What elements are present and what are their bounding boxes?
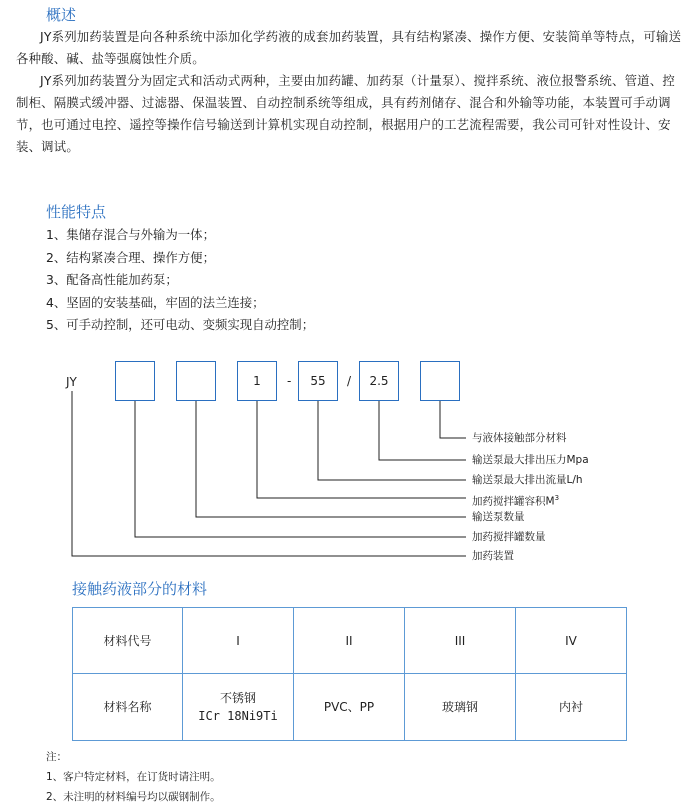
table-cell: 材料名称 [73, 674, 183, 741]
table-cell: 材料代号 [73, 608, 183, 674]
table-cell [183, 674, 294, 741]
table-cell: 内衬 [516, 674, 627, 741]
annotation-flow: 输送泵最大排出流量L/h [472, 474, 583, 486]
note-item-1: 1、客户特定材料，在订货时请注明。 [46, 771, 221, 783]
table-row [73, 608, 627, 674]
table-cell: PVC、PP [294, 674, 405, 741]
note-item-2: 2、未注明的材料编号均以碳钢制作。 [46, 791, 221, 803]
overview-heading: 概述 [46, 6, 77, 24]
annotation-tank-volume [472, 491, 559, 509]
annotation-material: 与液体接触部分材料 [472, 432, 567, 444]
annotation-pressure: 输送泵最大排出压力Mpa [472, 454, 589, 466]
table-cell: 玻璃钢 [405, 674, 516, 741]
overview-paragraph-2: JY系列加药装置分为固定式和活动式两种，主要由加药罐、加药泵（计量泵）、搅拌系统、液位报警系统、管道、控制柜、隔膜式缓冲器、过滤器、保温装置、自动控制系统等组成，具有药剂储存、混合和外输等功能，本装置可手动调节，也可通过电控、遥控等操作信号输送到计算机实现自动控制，根据用户的工艺流程需要，我公司可针对性设计、安装、调试。 [16, 73, 675, 154]
features-heading: 性能特点 [46, 203, 107, 221]
overview-paragraph-1: JY系列加药装置是向各种系统中添加化学药液的成套加药装置，具有结构紧凑、操作方便、安装简单等特点，可输送各种酸、碱、盐等强腐蚀性介质。 [16, 29, 682, 66]
material-name-line-2: ICr 18Ni9Ti [198, 709, 278, 723]
annotation-tank-volume-text: 加药搅拌罐容积M [472, 495, 555, 508]
feature-item: 1、集储存混合与外输为一体； [46, 227, 215, 242]
table-cell: III [405, 608, 516, 674]
feature-item: 5、可手动控制，还可电动、变频实现自动控制； [46, 317, 315, 332]
table-cell: I [183, 608, 294, 674]
table-row [73, 674, 627, 741]
materials-table [72, 607, 627, 741]
annotation-pump-count: 输送泵数量 [472, 511, 525, 523]
feature-item: 2、结构紧凑合理、操作方便； [46, 249, 215, 265]
code-dash: - [287, 374, 292, 388]
material-name-line-1: 不锈钢 [219, 691, 256, 705]
model-prefix: JY [66, 375, 77, 389]
annotation-device: 加药装置 [472, 550, 514, 562]
feature-item: 3、配备高性能加药泵； [46, 272, 178, 287]
table-cell: II [294, 608, 405, 674]
notes-label: 注： [46, 751, 67, 763]
materials-heading: 接触药液部分的材料 [72, 580, 208, 598]
code-box-flow: 55 [298, 361, 338, 401]
code-slash: / [347, 374, 352, 388]
annotation-superscript: 3 [554, 494, 560, 502]
code-box-pressure: 2.5 [359, 361, 399, 401]
annotation-tank-count: 加药搅拌罐数量 [472, 531, 546, 543]
code-box-tank-volume: 1 [237, 361, 277, 401]
feature-item: 4、坚固的安装基础，牢固的法兰连接； [46, 294, 265, 310]
table-cell: IV [516, 608, 627, 674]
